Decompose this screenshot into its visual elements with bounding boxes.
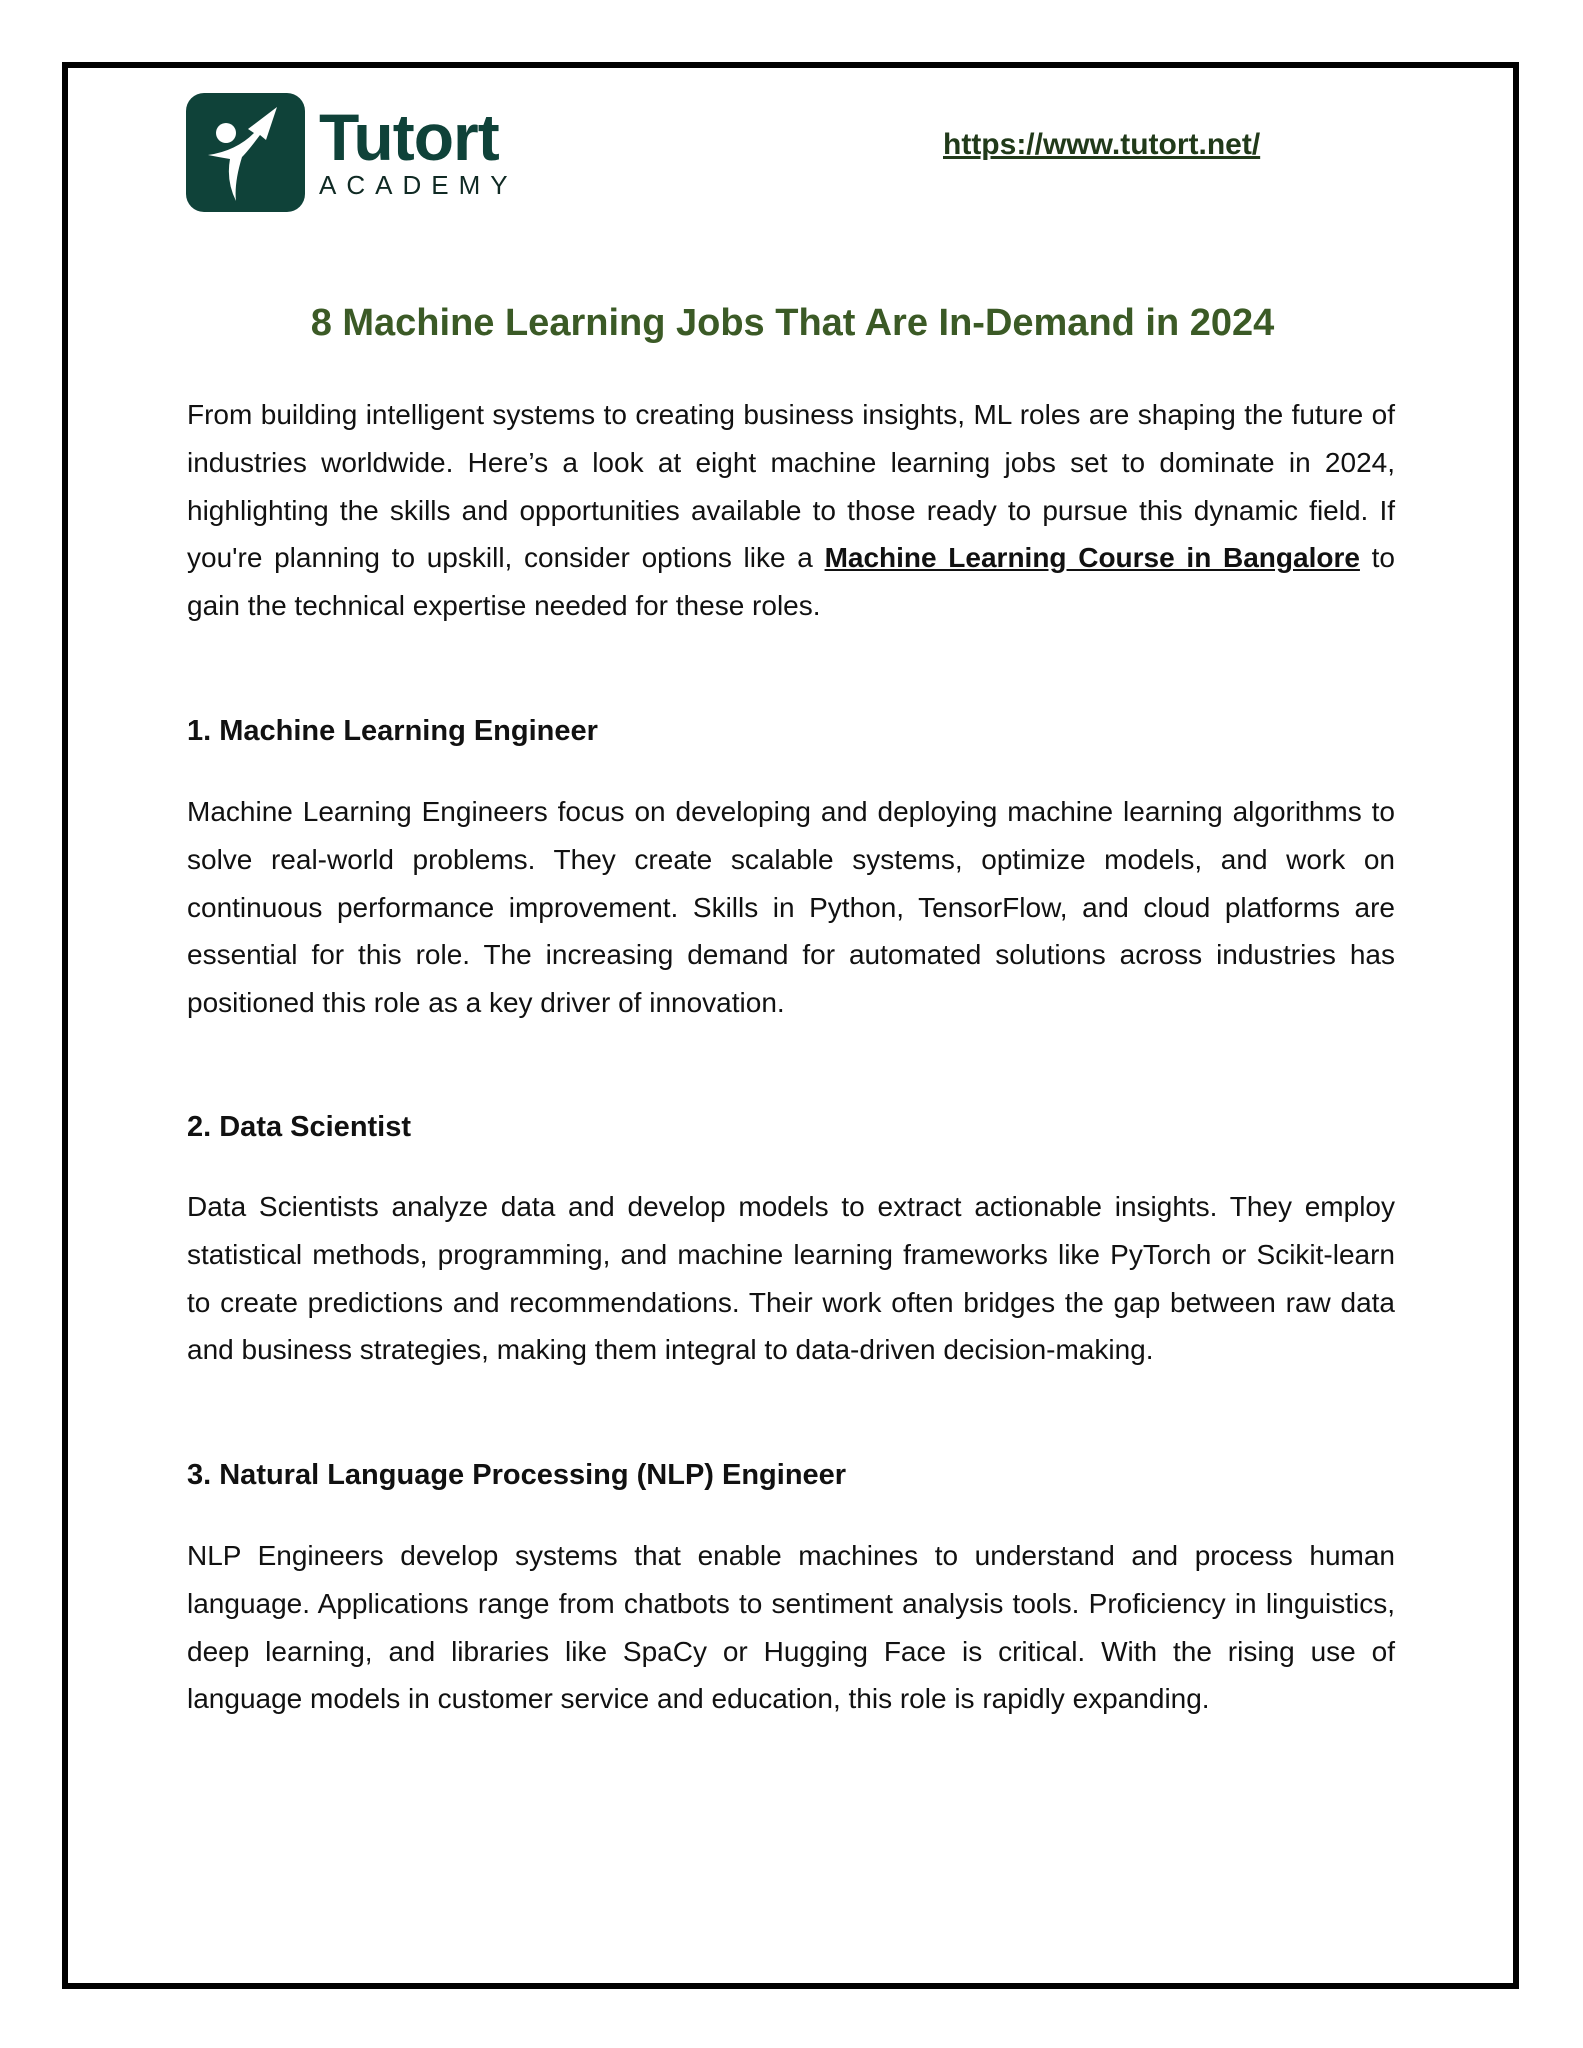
logo-mark-icon <box>186 93 305 212</box>
section-heading: 2. Data Scientist <box>187 1111 412 1143</box>
section-body: Machine Learning Engineers focus on developing and deploying machine learning algorithms to solve real-world problems. They create scalable systems, optimize models, and work on continuous performance improvement. Skills in Python, TensorFlow, and cloud platforms are essential for this role. The increasing demand for automated solutions across industries has positioned this role as a key driver of innovation. <box>187 796 1395 1019</box>
course-link[interactable]: Machine Learning Course in Bangalore <box>824 542 1360 574</box>
intro-paragraph <box>187 391 1395 630</box>
page-title: 8 Machine Learning Jobs That Are In-Demand in 2024 <box>310 302 1275 344</box>
website-link[interactable]: https://www.tutort.net/ <box>943 128 1261 161</box>
section-body: Data Scientists analyze data and develop models to extract actionable insights. They employ statistical methods, programming, and machine learning frameworks like PyTorch or Scikit-learn to create predictions and recommendations. Their work often bridges the gap between raw data and business strategies, making them integral to data-driven decision-making. <box>187 1191 1395 1366</box>
intro-text-end: to gain the technical expertise needed for these roles. <box>187 542 1395 622</box>
logo-name: Tutort <box>319 99 499 174</box>
section-heading: 1. Machine Learning Engineer <box>187 715 598 747</box>
tutort-academy-logo[interactable] <box>186 93 518 212</box>
section-heading: 3. Natural Language Processing (NLP) Engineer <box>187 1459 847 1491</box>
section-body: NLP Engineers develop systems that enable machines to understand and process human language. Applications range from chatbots to sentiment analysis tools. Proficiency in linguistics, deep learning, and libraries like SpaCy or Hugging Face is critical. With the rising use of language models in customer service and education, this role is rapidly expanding. <box>187 1540 1395 1715</box>
logo-subtitle: ACADEMY <box>319 169 518 200</box>
intro-text: From building intelligent systems to creating business insights, ML roles are shaping the future of industries worldwide. Here’s a look at eight machine learning jobs set to dominate in 2024, highlighting the skills and opportunities available to those ready to pursue this dynamic field. If you're planning to upskill, consider options like a <box>187 399 1395 574</box>
